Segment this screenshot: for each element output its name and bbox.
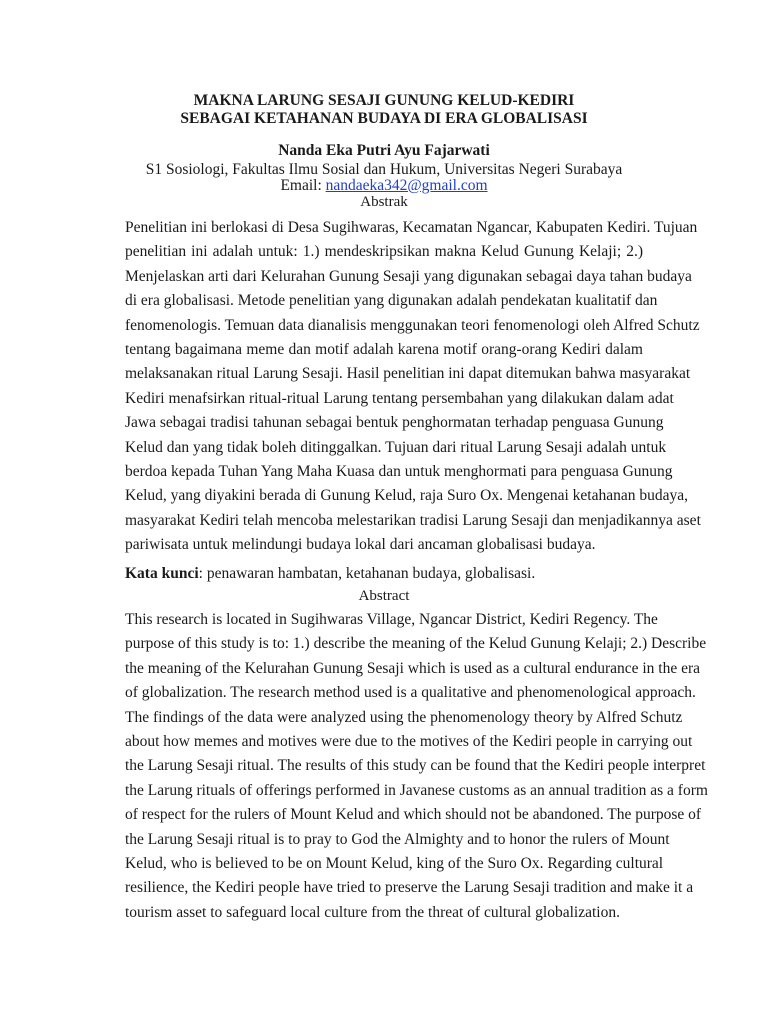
- keywords-text: : penawaran hambatan, ketahanan budaya, globalisasi.: [198, 565, 536, 582]
- author-email-line: [0, 177, 768, 194]
- keywords-label: Kata kunci: [125, 565, 199, 582]
- abstrak-line: melaksanakan ritual Larung Sesaji. Hasil penelitian ini dapat ditemukan bahwa masyarakat: [125, 365, 691, 383]
- abstrak-line: Kelud dan yang tidak boleh ditinggalkan. Tujuan dari ritual Larung Sesaji adalah untuk: [125, 438, 667, 456]
- paper-title: [0, 92, 768, 128]
- abstrak-line: fenomenologis. Temuan data dianalisis menggunakan teori fenomenologi oleh Alfred Schutz: [125, 316, 700, 334]
- abstract-line: the Larung Sesaji ritual is to pray to God the Almighty and to honor the rulers of Mount: [125, 830, 670, 848]
- abstrak-line: Kelud, yang diyakini berada di Gunung Kelud, raja Suro Ox. Mengenai ketahanan budaya,: [125, 487, 689, 505]
- abstrak-line: masyarakat Kediri telah mencoba melestarikan tradisi Larung Sesaji dan menjadikannya aset: [125, 511, 701, 529]
- title-line-2: SEBAGAI KETAHANAN BUDAYA DI ERA GLOBALISASI: [180, 110, 588, 127]
- keywords-line: [125, 564, 643, 584]
- abstract-line: tourism asset to safeguard local culture from the threat of cultural globalization.: [125, 903, 620, 921]
- abstract-line: of globalization. The research method used is a qualitative and phenomenological approach.: [125, 684, 696, 702]
- email-label: Email:: [280, 177, 326, 194]
- author-name: Nanda Eka Putri Ayu Fajarwati: [278, 142, 490, 159]
- abstrak-heading: Abstrak: [360, 194, 408, 210]
- abstract-line: This research is located in Sugihwaras Village, Ngancar District, Kediri Regency. The: [125, 611, 658, 628]
- abstrak-line: Menjelaskan arti dari Kelurahan Gunung Sesaji yang digunakan sebagai daya tahan budaya: [125, 267, 692, 285]
- abstrak-line: tentang bagaimana meme dan motif adalah karena motif orang-orang Kediri dalam: [125, 340, 643, 358]
- abstrak-line: pariwisata untuk melindungi budaya lokal dari ancaman globalisasi budaya.: [125, 536, 596, 554]
- abstract-line: the Larung Sesaji ritual. The results of this study can be found that the Kediri people interpret: [125, 757, 706, 775]
- abstract-line: about how memes and motives were due to the motives of the Kediri people in carrying out: [125, 732, 693, 750]
- author-affiliation: S1 Sosiologi, Fakultas Ilmu Sosial dan Hukum, Universitas Negeri Surabaya: [145, 161, 623, 178]
- email-link[interactable]: nandaeka342@gmail.com: [325, 177, 488, 194]
- abstract-heading: Abstract: [358, 588, 410, 604]
- abstract-line: resilience, the Kediri people have tried to preserve the Larung Sesaji tradition and make it a: [125, 879, 694, 897]
- abstrak-line: Kediri menafsirkan ritual-ritual Larung tentang persembahan yang dilakukan dalam adat: [125, 389, 674, 407]
- title-line-1: MAKNA LARUNG SESAJI GUNUNG KELUD-KEDIRI: [193, 92, 575, 109]
- abstract-line: purpose of this study is to: 1.) describe the meaning of the Kelud Gunung Kelaji; 2.) Describe: [125, 635, 707, 653]
- abstrak-line: Jawa sebagai tradisi tahunan sebagai bentuk penghormatan terhadap penguasa Gunung: [125, 414, 664, 432]
- abstrak-line: di era globalisasi. Metode penelitian yang digunakan adalah pendekatan kualitatif dan: [125, 292, 658, 310]
- abstrak-line: Penelitian ini berlokasi di Desa Sugihwaras, Kecamatan Ngancar, Kabupaten Kediri. Tujuan: [125, 219, 698, 236]
- abstract-body: [125, 608, 708, 925]
- abstract-line: The findings of the data were analyzed using the phenomenology theory by Alfred Schutz: [125, 708, 683, 726]
- abstrak-body: [125, 216, 701, 557]
- abstract-line: the Larung rituals of offerings performed in Javanese customs as an annual tradition as a form: [125, 781, 708, 799]
- abstrak-line: berdoa kepada Tuhan Yang Maha Kuasa dan untuk menghormati para penguasa Gunung: [125, 462, 673, 480]
- abstract-line: of respect for the rulers of Mount Kelud and which should not be abandoned. The purpose of: [125, 806, 702, 824]
- abstrak-line: penelitian ini adalah untuk: 1.) mendeskripsikan makna Kelud Gunung Kelaji; 2.): [125, 243, 643, 261]
- abstract-line: the meaning of the Kelurahan Gunung Sesaji which is used as a cultural endurance in the era: [125, 659, 701, 677]
- abstract-line: Kelud, who is believed to be on Mount Kelud, king of the Suro Ox. Regarding cultural: [125, 854, 664, 872]
